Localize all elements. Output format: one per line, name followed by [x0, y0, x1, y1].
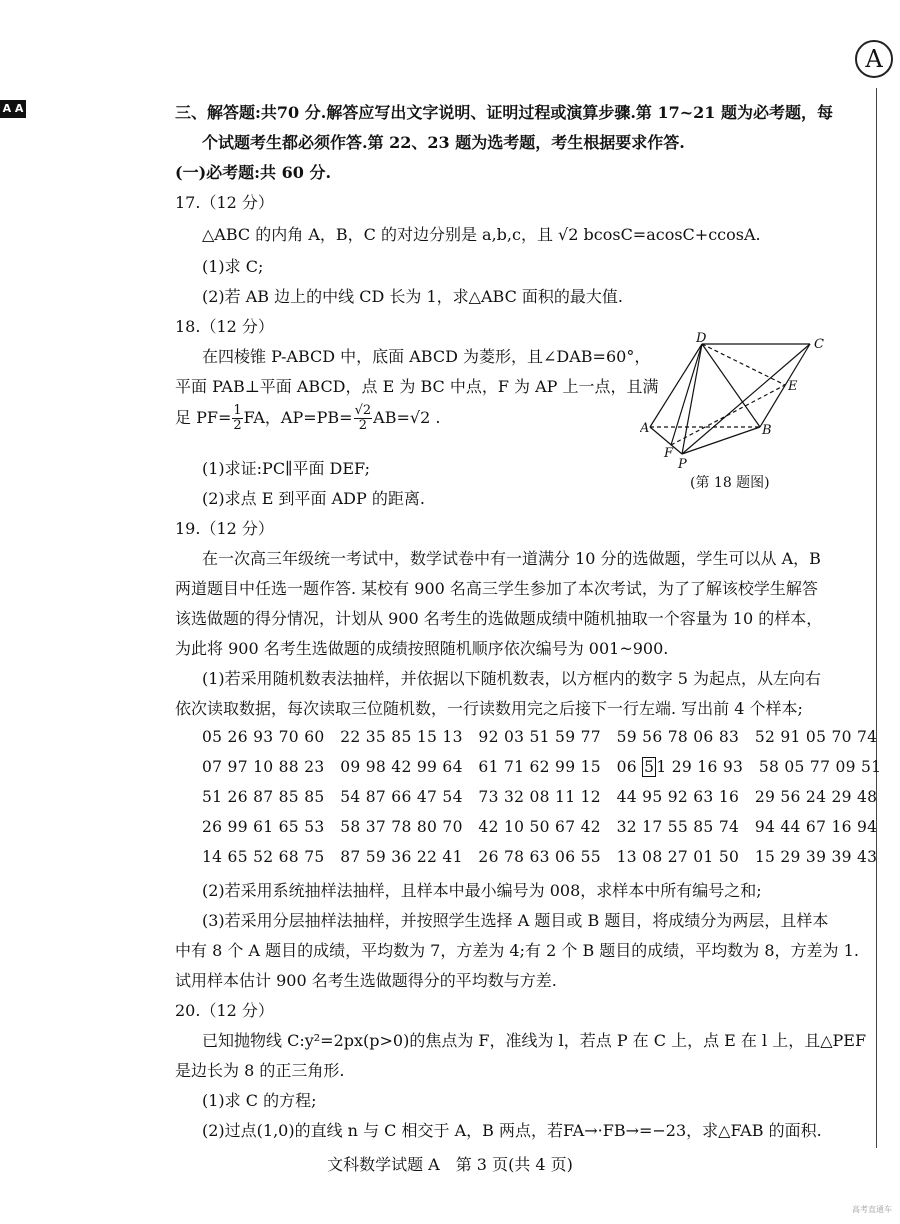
q19-part1-line2: 依次读取数据，每次读取三位随机数，一行读数用完之后接下一行左端. 写出前 4 个样本;	[175, 699, 803, 718]
q18-stem3-b: FA，AP=PB=	[243, 408, 353, 427]
q19-part3-line2: 中有 8 个 A 题目的成绩，平均数为 7，方差为 4;有 2 个 B 题目的成绩，平均数为 8，方差为 1.	[175, 941, 859, 960]
q18-part1: (1)求证:PC∥平面 DEF;	[202, 459, 370, 478]
q18-stem1: 在四棱锥 P-ABCD 中，底面 ABCD 为菱形，且∠DAB=60°，	[202, 347, 651, 366]
q19-part1-line1: (1)若采用随机数表法抽样，并依据以下随机数表，以方框内的数字 5 为起点，从左向右	[202, 669, 822, 688]
page-footer: 文科数学试题 A 第 3 页(共 4 页)	[327, 1155, 573, 1174]
q19-part2: (2)若采用系统抽样法抽样，且样本中最小编号为 008，求样本中所有编号之和;	[202, 881, 762, 900]
watermark-note: 高考直通车	[852, 1205, 892, 1214]
fig-label-A: A	[640, 421, 650, 436]
fraction-half: $\frac{1}{2}$	[233, 403, 242, 433]
fig-label-B: B	[762, 423, 772, 438]
q18-stem3	[175, 404, 440, 433]
figure-caption: (第 18 题图)	[690, 475, 770, 491]
q17-stem: △ABC 的内角 A，B，C 的对边分别是 a,b,c，且 √2 bcosC=acosC+ccosA.	[202, 225, 761, 244]
q19-stem3: 该选做题的得分情况，计划从 900 名考生的选做题成绩中随机抽取一个容量为 10 的样本，	[175, 609, 823, 628]
q19-part3-line3: 试用样本估计 900 名考生选做题得分的平均数与方差.	[175, 971, 557, 990]
q20-stem1: 已知抛物线 C:y²=2px(p>0)的焦点为 F，准线为 l，若点 P 在 C 上，点 E 在 l 上，且△PEF	[202, 1031, 867, 1050]
required-part-heading: (一)必考题:共 60 分.	[175, 163, 332, 182]
random-table-row-1: 05 26 93 70 60 22 35 85 15 13 92 03 51 59 77 59 56 78 06 83 52 91 05 70 74	[202, 728, 878, 746]
random-table-row-4: 26 99 61 65 53 58 37 78 80 70 42 10 50 67 42 32 17 55 85 74 94 44 67 16 94	[202, 818, 878, 836]
section-heading-line1: 三、解答题:共70 分.解答应写出文字说明、证明过程或演算步骤.第 17~21 题为必考题，每	[175, 103, 833, 122]
fig-label-C: C	[814, 337, 824, 352]
random-table-row-5: 14 65 52 68 75 87 59 36 22 41 26 78 63 06 55 13 08 27 01 50 15 29 39 39 43	[202, 848, 878, 866]
q18-stem3-a: 足 PF=	[175, 408, 232, 427]
q18-header: 18.（12 分）	[175, 317, 274, 336]
fig-label-D: D	[696, 332, 707, 346]
pyramid-figure	[640, 332, 830, 472]
q18-stem3-c: AB=√2 .	[373, 408, 441, 427]
q19-stem2: 两道题目中任选一题作答. 某校有 900 名高三学生参加了本次考试，为了了解该校学生解答	[175, 579, 818, 598]
q20-header: 20.（12 分）	[175, 1001, 274, 1020]
q19-part3-line1: (3)若采用分层抽样法抽样，并按照学生选择 A 题目或 B 题目，将成绩分为两层，且样本	[202, 911, 829, 930]
q19-stem4: 为此将 900 名考生选做题的成绩按照随机顺序依次编号为 001~900.	[175, 639, 669, 658]
binding-margin-line	[876, 88, 877, 1148]
q17-header: 17.（12 分）	[175, 193, 274, 212]
q17-part2: (2)若 AB 边上的中线 CD 长为 1，求△ABC 面积的最大值.	[202, 287, 623, 306]
random-table-row-3: 51 26 87 85 85 54 87 66 47 54 73 32 08 11 12 44 95 92 63 16 29 56 24 29 48	[202, 788, 878, 806]
random-table-row-2: 07 97 10 88 23 09 98 42 99 64 61 71 62 99 15 06 5 1 29 16 93 58 05 77 09 51	[202, 758, 882, 776]
fig-label-P: P	[678, 457, 687, 472]
q18-stem2: 平面 PAB⊥平面 ABCD，点 E 为 BC 中点，F 为 AP 上一点，且满	[175, 377, 659, 396]
section-heading-line2: 个试题考生都必须作答.第 22、23 题为选考题，考生根据要求作答.	[202, 133, 685, 152]
fig-label-F: F	[664, 446, 674, 461]
q18-part2: (2)求点 E 到平面 ADP 的距离.	[202, 489, 425, 508]
fraction-root2-over-2: $\frac{√2}{2}$	[354, 403, 372, 433]
q19-stem1: 在一次高三年级统一考试中，数学试卷中有一道满分 10 分的选做题，学生可以从 A，B	[202, 549, 821, 568]
fig-label-E: E	[788, 379, 798, 394]
q19-header: 19.（12 分）	[175, 519, 274, 538]
q20-part1: (1)求 C 的方程;	[202, 1091, 317, 1110]
q20-part2: (2)过点(1,0)的直线 n 与 C 相交于 A，B 两点，若FA→·FB→=−23，求△FAB 的面积.	[202, 1121, 822, 1140]
q20-stem2: 是边长为 8 的正三角形.	[175, 1061, 345, 1080]
q17-part1: (1)求 C;	[202, 257, 264, 276]
start-digit-box: 5	[644, 758, 655, 776]
paper-version-badge: A	[855, 40, 893, 78]
edge-tab-mark: A A	[0, 100, 26, 118]
